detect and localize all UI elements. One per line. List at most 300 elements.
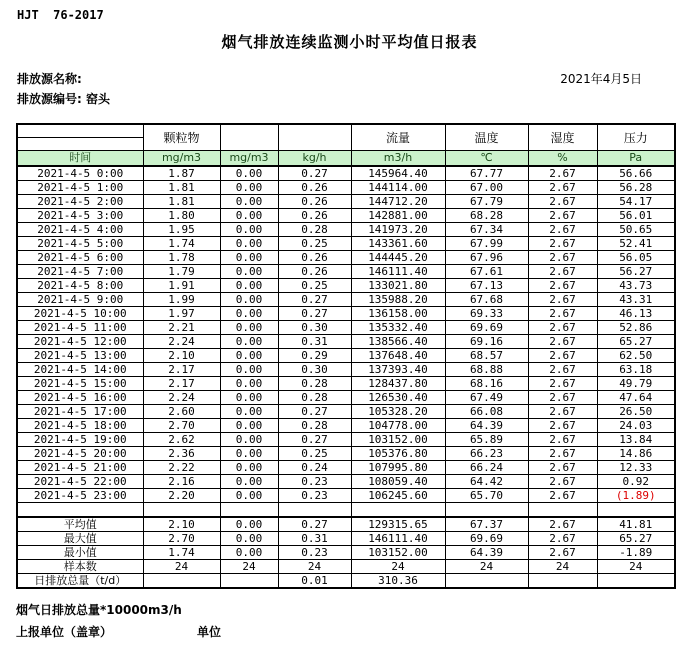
value-cell: 67.99 xyxy=(445,237,528,251)
value-cell: 2.67 xyxy=(528,532,597,546)
value-cell: 0.92 xyxy=(597,475,675,489)
value-cell: 65.27 xyxy=(597,335,675,349)
value-cell: 67.00 xyxy=(445,181,528,195)
value-cell: 0.24 xyxy=(278,461,351,475)
value-cell: 24 xyxy=(143,560,220,574)
value-cell: 0.00 xyxy=(220,489,278,503)
value-cell: 105376.80 xyxy=(351,447,445,461)
value-cell: 0.00 xyxy=(220,405,278,419)
value-cell: 56.66 xyxy=(597,166,675,181)
value-cell: 0.00 xyxy=(220,251,278,265)
report-meta xyxy=(17,70,682,114)
spacer-row xyxy=(17,503,675,518)
value-cell: 67.79 xyxy=(445,195,528,209)
value-cell: 0.26 xyxy=(278,251,351,265)
value-cell: 67.77 xyxy=(445,166,528,181)
value-cell: 24 xyxy=(528,560,597,574)
value-cell: 67.37 xyxy=(445,517,528,532)
group-header-row xyxy=(17,124,675,138)
table-row xyxy=(17,265,675,279)
value-cell: 142881.00 xyxy=(351,209,445,223)
value-cell: 0.28 xyxy=(278,223,351,237)
table-row xyxy=(17,377,675,391)
value-cell: 0.00 xyxy=(220,419,278,433)
time-cell: 2021-4-5 11:00 xyxy=(17,321,143,335)
col-header-humidity: 湿度 xyxy=(528,124,597,151)
value-cell: 66.08 xyxy=(445,405,528,419)
value-cell: 41.81 xyxy=(597,517,675,532)
value-cell: 68.28 xyxy=(445,209,528,223)
report-date: 2021年4月5日 xyxy=(560,72,642,86)
value-cell xyxy=(445,574,528,589)
value-cell: 0.30 xyxy=(278,363,351,377)
value-cell: 67.61 xyxy=(445,265,528,279)
table-row xyxy=(17,461,675,475)
table-row xyxy=(17,166,675,181)
value-cell: 0.00 xyxy=(220,166,278,181)
summary-label: 平均值 xyxy=(17,517,143,532)
time-cell: 2021-4-5 16:00 xyxy=(17,391,143,405)
value-cell: 126530.40 xyxy=(351,391,445,405)
value-cell: 2.67 xyxy=(528,166,597,181)
value-cell: 0.27 xyxy=(278,293,351,307)
value-cell: 144114.00 xyxy=(351,181,445,195)
value-cell: 103152.00 xyxy=(351,546,445,560)
value-cell: 2.67 xyxy=(528,489,597,503)
value-cell: 0.31 xyxy=(278,335,351,349)
time-cell: 2021-4-5 23:00 xyxy=(17,489,143,503)
value-cell: 24 xyxy=(445,560,528,574)
value-cell: 0.29 xyxy=(278,349,351,363)
table-row xyxy=(17,209,675,223)
value-cell: 2.17 xyxy=(143,363,220,377)
value-cell: 2.67 xyxy=(528,517,597,532)
time-cell: 2021-4-5 17:00 xyxy=(17,405,143,419)
value-cell: 0.00 xyxy=(220,532,278,546)
value-cell: 46.13 xyxy=(597,307,675,321)
value-cell: 103152.00 xyxy=(351,433,445,447)
value-cell: 26.50 xyxy=(597,405,675,419)
summary-row xyxy=(17,517,675,532)
value-cell: 0.31 xyxy=(278,532,351,546)
value-cell: 0.25 xyxy=(278,279,351,293)
value-cell: 2.16 xyxy=(143,475,220,489)
value-cell: 2.67 xyxy=(528,377,597,391)
value-cell: 68.88 xyxy=(445,363,528,377)
value-cell: 24 xyxy=(351,560,445,574)
time-cell: 2021-4-5 6:00 xyxy=(17,251,143,265)
value-cell: 2.67 xyxy=(528,461,597,475)
table-row xyxy=(17,447,675,461)
time-cell: 2021-4-5 20:00 xyxy=(17,447,143,461)
value-cell: 0.00 xyxy=(220,279,278,293)
unit-m3-h: m3/h xyxy=(351,151,445,167)
value-cell xyxy=(528,574,597,589)
value-cell: 13.84 xyxy=(597,433,675,447)
value-cell: -1.89 xyxy=(597,546,675,560)
unit-percent: % xyxy=(528,151,597,167)
value-cell: 24 xyxy=(597,560,675,574)
value-cell: 2.67 xyxy=(528,223,597,237)
value-cell: 66.23 xyxy=(445,447,528,461)
value-cell: 2.36 xyxy=(143,447,220,461)
value-cell: 2.70 xyxy=(143,419,220,433)
time-cell: 2021-4-5 2:00 xyxy=(17,195,143,209)
table-row xyxy=(17,363,675,377)
value-cell: 2.67 xyxy=(528,195,597,209)
value-cell: 1.78 xyxy=(143,251,220,265)
value-cell: 65.27 xyxy=(597,532,675,546)
value-cell: 0.00 xyxy=(220,475,278,489)
value-cell: 104778.00 xyxy=(351,419,445,433)
value-cell xyxy=(143,574,220,589)
value-cell: 64.39 xyxy=(445,546,528,560)
value-cell: 0.00 xyxy=(220,517,278,532)
value-cell: 0.00 xyxy=(220,461,278,475)
signature-line xyxy=(16,623,699,639)
value-cell: 107995.80 xyxy=(351,461,445,475)
value-cell: 56.28 xyxy=(597,181,675,195)
value-cell: 24 xyxy=(278,560,351,574)
value-cell: 0.00 xyxy=(220,321,278,335)
value-cell: 43.31 xyxy=(597,293,675,307)
value-cell: 2.70 xyxy=(143,532,220,546)
unit-pa: Pa xyxy=(597,151,675,167)
unit-mg-m3-b: mg/m3 xyxy=(220,151,278,167)
value-cell: 0.28 xyxy=(278,391,351,405)
value-cell: 2.67 xyxy=(528,475,597,489)
hourly-rows xyxy=(17,166,675,503)
time-header: 时间 xyxy=(17,151,143,167)
value-cell: 2.60 xyxy=(143,405,220,419)
value-cell: 133021.80 xyxy=(351,279,445,293)
value-cell: 1.81 xyxy=(143,181,220,195)
value-cell: 144445.20 xyxy=(351,251,445,265)
value-cell: 2.67 xyxy=(528,181,597,195)
time-cell: 2021-4-5 12:00 xyxy=(17,335,143,349)
time-cell: 2021-4-5 9:00 xyxy=(17,293,143,307)
value-cell: 0.26 xyxy=(278,181,351,195)
value-cell: 12.33 xyxy=(597,461,675,475)
value-cell: 66.24 xyxy=(445,461,528,475)
summary-row xyxy=(17,574,675,589)
value-cell: 2.67 xyxy=(528,209,597,223)
time-cell: 2021-4-5 4:00 xyxy=(17,223,143,237)
value-cell xyxy=(351,503,445,518)
table-row xyxy=(17,489,675,503)
value-cell: 2.67 xyxy=(528,419,597,433)
value-cell: 141973.20 xyxy=(351,223,445,237)
value-cell: 67.68 xyxy=(445,293,528,307)
value-cell: 69.16 xyxy=(445,335,528,349)
value-cell: 50.65 xyxy=(597,223,675,237)
table-row xyxy=(17,433,675,447)
value-cell: 24 xyxy=(220,560,278,574)
value-cell: 0.00 xyxy=(220,293,278,307)
value-cell: 0.00 xyxy=(220,307,278,321)
value-cell: 2.67 xyxy=(528,293,597,307)
value-cell: 2.20 xyxy=(143,489,220,503)
value-cell: 69.33 xyxy=(445,307,528,321)
page-title: 烟气排放连续监测小时平均值日报表 xyxy=(221,33,478,51)
value-cell: 0.26 xyxy=(278,195,351,209)
value-cell: 0.23 xyxy=(278,489,351,503)
value-cell: 0.25 xyxy=(278,237,351,251)
table-row xyxy=(17,321,675,335)
value-cell: 49.79 xyxy=(597,377,675,391)
value-cell: 1.97 xyxy=(143,307,220,321)
value-cell: 146111.40 xyxy=(351,265,445,279)
value-cell: 1.74 xyxy=(143,237,220,251)
value-cell: 0.27 xyxy=(278,433,351,447)
unit-celsius: ℃ xyxy=(445,151,528,167)
table-row xyxy=(17,419,675,433)
value-cell: 65.70 xyxy=(445,489,528,503)
report-table xyxy=(16,123,676,589)
value-cell: 67.96 xyxy=(445,251,528,265)
stamp-label: 上报单位（盖章） xyxy=(16,625,113,639)
value-cell: 105328.20 xyxy=(351,405,445,419)
value-cell: 0.00 xyxy=(220,391,278,405)
value-cell: 137648.40 xyxy=(351,349,445,363)
value-cell: 0.27 xyxy=(278,307,351,321)
table-row xyxy=(17,237,675,251)
value-cell: 0.00 xyxy=(220,181,278,195)
source-code-label: 排放源编号: 窑头 xyxy=(17,92,110,106)
summary-row xyxy=(17,546,675,560)
time-cell: 2021-4-5 10:00 xyxy=(17,307,143,321)
table-row xyxy=(17,279,675,293)
value-cell: 2.21 xyxy=(143,321,220,335)
time-cell: 2021-4-5 3:00 xyxy=(17,209,143,223)
time-cell: 2021-4-5 15:00 xyxy=(17,377,143,391)
value-cell: 146111.40 xyxy=(351,532,445,546)
value-cell xyxy=(220,503,278,518)
value-cell: 0.00 xyxy=(220,223,278,237)
time-cell: 2021-4-5 19:00 xyxy=(17,433,143,447)
value-cell: 64.39 xyxy=(445,419,528,433)
value-cell: 68.57 xyxy=(445,349,528,363)
total-emission-note: 烟气日排放总量*10000m3/h xyxy=(16,603,182,617)
value-cell: 0.00 xyxy=(220,265,278,279)
units-header-row xyxy=(17,151,675,167)
value-cell xyxy=(143,503,220,518)
value-cell: 69.69 xyxy=(445,532,528,546)
value-cell: 0.27 xyxy=(278,405,351,419)
value-cell: 2.67 xyxy=(528,391,597,405)
value-cell: 1.80 xyxy=(143,209,220,223)
value-cell: 64.42 xyxy=(445,475,528,489)
value-cell: 108059.40 xyxy=(351,475,445,489)
value-cell: 67.13 xyxy=(445,279,528,293)
value-cell: 2.67 xyxy=(528,335,597,349)
col-header-flow: 流量 xyxy=(351,124,445,151)
value-cell: 135988.20 xyxy=(351,293,445,307)
time-cell: 2021-4-5 8:00 xyxy=(17,279,143,293)
value-cell: 2.67 xyxy=(528,307,597,321)
value-cell: 1.81 xyxy=(143,195,220,209)
time-cell: 2021-4-5 18:00 xyxy=(17,419,143,433)
time-header-spacer-bottom xyxy=(17,138,143,151)
unit-mg-m3-a: mg/m3 xyxy=(143,151,220,167)
value-cell: 0.23 xyxy=(278,546,351,560)
time-cell: 2021-4-5 13:00 xyxy=(17,349,143,363)
value-cell xyxy=(220,574,278,589)
value-cell: 43.73 xyxy=(597,279,675,293)
summary-label: 样本数 xyxy=(17,560,143,574)
value-cell: 68.16 xyxy=(445,377,528,391)
value-cell: 52.41 xyxy=(597,237,675,251)
col-header-pressure: 压力 xyxy=(597,124,675,151)
table-row xyxy=(17,405,675,419)
table-row xyxy=(17,349,675,363)
value-cell: 1.91 xyxy=(143,279,220,293)
table-row xyxy=(17,181,675,195)
value-cell: 2.67 xyxy=(528,405,597,419)
value-cell: 145964.40 xyxy=(351,166,445,181)
value-cell: 56.01 xyxy=(597,209,675,223)
value-cell: 0.30 xyxy=(278,321,351,335)
value-cell: 136158.00 xyxy=(351,307,445,321)
time-cell: 2021-4-5 0:00 xyxy=(17,166,143,181)
value-cell: 65.89 xyxy=(445,433,528,447)
time-cell: 2021-4-5 21:00 xyxy=(17,461,143,475)
value-cell: 24.03 xyxy=(597,419,675,433)
col-header-blank-1 xyxy=(220,124,278,151)
source-name-label: 排放源名称: xyxy=(17,72,82,86)
value-cell: 14.86 xyxy=(597,447,675,461)
summary-label: 日排放总量（t/d） xyxy=(17,574,143,589)
value-cell: 1.79 xyxy=(143,265,220,279)
value-cell: 129315.65 xyxy=(351,517,445,532)
value-cell: 0.00 xyxy=(220,546,278,560)
value-cell: 0.00 xyxy=(220,335,278,349)
summary-label: 最小值 xyxy=(17,546,143,560)
value-cell: 310.36 xyxy=(351,574,445,589)
value-cell: 0.00 xyxy=(220,237,278,251)
time-cell: 2021-4-5 22:00 xyxy=(17,475,143,489)
value-cell: 2.67 xyxy=(528,251,597,265)
value-cell: 2.67 xyxy=(528,363,597,377)
value-cell: 69.69 xyxy=(445,321,528,335)
col-header-temperature: 温度 xyxy=(445,124,528,151)
value-cell xyxy=(528,503,597,518)
report-footer xyxy=(16,601,699,639)
time-cell: 2021-4-5 14:00 xyxy=(17,363,143,377)
summary-row xyxy=(17,532,675,546)
summary-label: 最大值 xyxy=(17,532,143,546)
value-cell: 0.26 xyxy=(278,209,351,223)
value-cell: 2.67 xyxy=(528,349,597,363)
value-cell: 0.27 xyxy=(278,166,351,181)
value-cell: 106245.60 xyxy=(351,489,445,503)
table-row xyxy=(17,223,675,237)
value-cell: 0.00 xyxy=(220,349,278,363)
value-cell: 0.00 xyxy=(220,363,278,377)
value-cell: 1.95 xyxy=(143,223,220,237)
time-cell: 2021-4-5 1:00 xyxy=(17,181,143,195)
value-cell: 52.86 xyxy=(597,321,675,335)
value-cell: 137393.40 xyxy=(351,363,445,377)
summary-rows xyxy=(17,503,675,589)
value-cell: 0.28 xyxy=(278,419,351,433)
col-header-particulate: 颗粒物 xyxy=(143,124,220,151)
value-cell: 2.10 xyxy=(143,349,220,363)
value-cell: 2.67 xyxy=(528,447,597,461)
value-cell: 2.67 xyxy=(528,237,597,251)
value-cell: 0.28 xyxy=(278,377,351,391)
value-cell: 138566.40 xyxy=(351,335,445,349)
table-row xyxy=(17,335,675,349)
value-cell: 56.05 xyxy=(597,251,675,265)
value-cell: 2.17 xyxy=(143,377,220,391)
value-cell: 143361.60 xyxy=(351,237,445,251)
value-cell xyxy=(597,574,675,589)
table-row xyxy=(17,391,675,405)
time-cell: 2021-4-5 7:00 xyxy=(17,265,143,279)
unit-label: 单位 xyxy=(197,625,222,639)
table-row xyxy=(17,251,675,265)
value-cell: 0.01 xyxy=(278,574,351,589)
value-cell: 0.00 xyxy=(220,377,278,391)
value-cell: 2.22 xyxy=(143,461,220,475)
value-cell: 2.10 xyxy=(143,517,220,532)
value-cell: 62.50 xyxy=(597,349,675,363)
value-cell xyxy=(445,503,528,518)
value-cell: 128437.80 xyxy=(351,377,445,391)
value-cell: 1.99 xyxy=(143,293,220,307)
time-header-spacer-top xyxy=(17,124,143,138)
value-cell: 0.26 xyxy=(278,265,351,279)
time-cell: 2021-4-5 5:00 xyxy=(17,237,143,251)
time-cell xyxy=(17,503,143,518)
table-row xyxy=(17,475,675,489)
value-cell: 2.67 xyxy=(528,279,597,293)
value-cell: 1.74 xyxy=(143,546,220,560)
value-cell: 2.24 xyxy=(143,335,220,349)
value-cell xyxy=(278,503,351,518)
col-header-blank-2 xyxy=(278,124,351,151)
summary-row xyxy=(17,560,675,574)
value-cell: 2.24 xyxy=(143,391,220,405)
value-cell: 47.64 xyxy=(597,391,675,405)
value-cell: 135332.40 xyxy=(351,321,445,335)
value-cell: 2.67 xyxy=(528,546,597,560)
value-cell: 0.00 xyxy=(220,195,278,209)
value-cell: 0.00 xyxy=(220,433,278,447)
value-cell: 2.67 xyxy=(528,433,597,447)
value-cell: 56.27 xyxy=(597,265,675,279)
value-cell: (1.89) xyxy=(597,489,675,503)
value-cell: 2.67 xyxy=(528,265,597,279)
value-cell: 67.49 xyxy=(445,391,528,405)
value-cell: 0.00 xyxy=(220,447,278,461)
value-cell: 0.00 xyxy=(220,209,278,223)
value-cell: 144712.20 xyxy=(351,195,445,209)
value-cell: 54.17 xyxy=(597,195,675,209)
value-cell: 67.34 xyxy=(445,223,528,237)
value-cell: 63.18 xyxy=(597,363,675,377)
standard-code: HJT 76-2017 xyxy=(17,8,104,22)
value-cell: 1.87 xyxy=(143,166,220,181)
table-row xyxy=(17,307,675,321)
value-cell: 2.62 xyxy=(143,433,220,447)
table-row xyxy=(17,195,675,209)
table-row xyxy=(17,293,675,307)
value-cell xyxy=(597,503,675,518)
unit-kg-h: kg/h xyxy=(278,151,351,167)
value-cell: 0.27 xyxy=(278,517,351,532)
